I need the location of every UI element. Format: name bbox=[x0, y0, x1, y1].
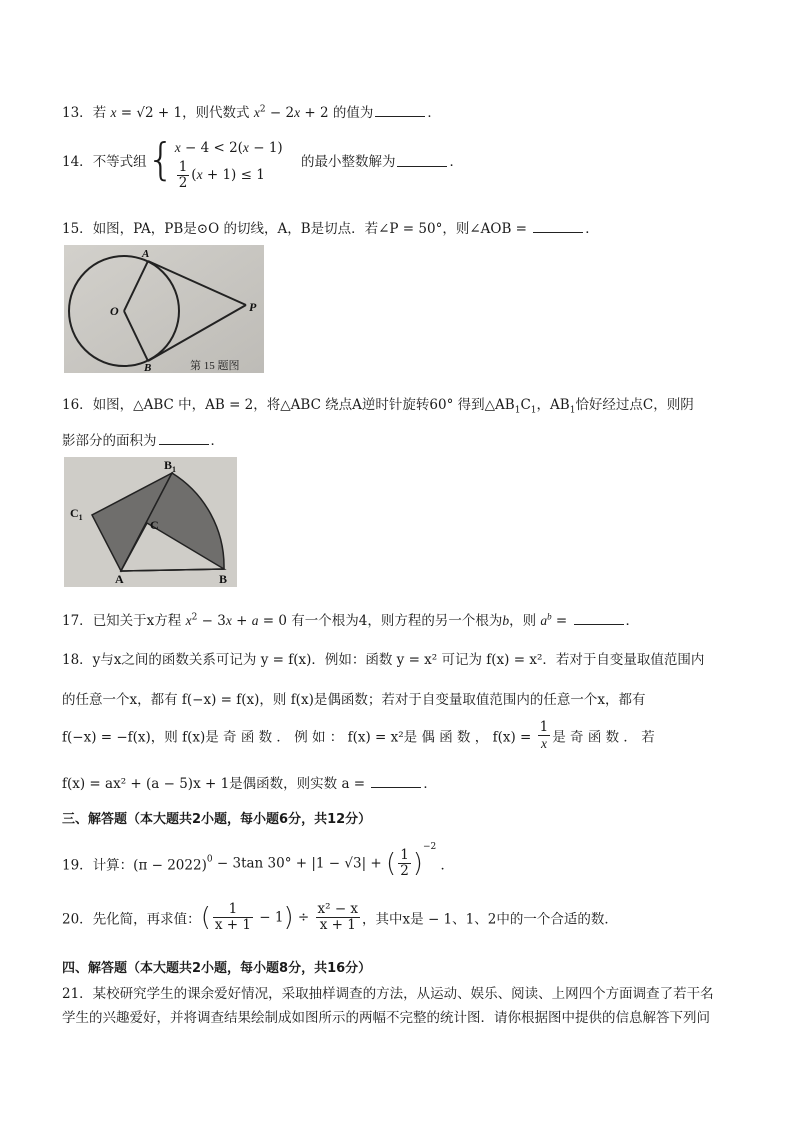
question-18-line3: f(−x) = −f(x)，则 f(x)是 奇 函 数 ． 例 如 ： f(x) = x²是 偶 函 数 ， f(x) = $\frac{1}{x}$ 是 奇 函 数 ． 若 bbox=[62, 719, 655, 751]
question-19: 19．计算：$(\pi - 2022)^0 - 3\tan$ 30° + |1 − √3| + ( $\frac{1}{2}$ )$^{-2}$ ． bbox=[62, 842, 455, 879]
answer-blank[interactable] bbox=[533, 220, 583, 233]
figure-16 bbox=[64, 457, 237, 587]
answer-blank[interactable] bbox=[371, 775, 421, 788]
circle-tangent-diagram bbox=[64, 245, 264, 373]
svg-text:A: A bbox=[142, 248, 150, 260]
svg-text:B1: $B_1$ bbox=[164, 458, 177, 474]
svg-text:C: C bbox=[150, 518, 159, 532]
inequality-2: $\frac{1}{2}$ (x + 1) ≤ 1 bbox=[178, 159, 265, 191]
question-14: 14．不等式组{ x − 4 < 2(x − 1) $\frac{1}{2}$ (x + 1) ≤ 1 的最小整数解为 ． bbox=[62, 134, 463, 191]
svg-text:B: B bbox=[144, 362, 152, 373]
section-3-heading: 三、解答题（本大题共2小题，每小题6分，共12分） bbox=[62, 812, 372, 827]
question-13: 13．若 x = √2 + 1，则代数式 $x^2 - 2x + 2$ 的值为 ． bbox=[62, 104, 441, 121]
svg-text:B: B bbox=[219, 572, 228, 586]
question-16-line2: 影部分的面积为 ． bbox=[62, 433, 224, 449]
answer-blank[interactable] bbox=[159, 432, 209, 445]
answer-blank[interactable] bbox=[375, 104, 425, 117]
svg-text:A: A bbox=[115, 572, 124, 586]
rotation-diagram bbox=[64, 457, 237, 587]
question-18-line4: f(x) = ax² + (a − 5)x + 1是偶函数，则实数 a = ． bbox=[62, 776, 437, 792]
figure-caption: 第 15 题图 bbox=[190, 360, 240, 372]
svg-text:O: O bbox=[110, 304, 119, 318]
svg-text:P: P bbox=[249, 300, 257, 314]
question-20: 20．先化简，再求值：( $\frac{1}{x + 1}$ − 1) ÷ $\frac{\text{x² − x}}{x + 1}$ ，其中x是 − 1、1、2中的一个合适的数． bbox=[62, 901, 618, 933]
section-4-heading: 四、解答题（本大题共2小题，每小题8分，共16分） bbox=[62, 961, 372, 976]
question-15: 15．如图，PA，PB是⊙O 的切线，A，B是切点．若∠P = 50°，则∠AOB = ． bbox=[62, 221, 599, 237]
svg-text:C1: $C_1$ bbox=[70, 506, 83, 522]
question-18-line2: 的任意一个x，都有 f(−x) = f(x)，则 f(x)是偶函数；若对于自变量取值范围内的任意一个x，都有 bbox=[62, 692, 646, 708]
question-16: 16．如图，△ABC 中，AB = 2，将△ABC 绕点A逆时针旋转60° 得到$\triangle AB_1C_1$，$AB_1$恰好经过点C，则阴 bbox=[62, 397, 694, 416]
question-17: 17．已知关于x方程 $x^2 - 3x + a = 0$ 有一个根为4，则方程的另一个根为b，则 $a^b$ = ． bbox=[62, 611, 640, 629]
question-21-line1: 21．某校研究学生的课余爱好情况，采取抽样调查的方法，从运动、娱乐、阅读、上网四个方面调查了若干名 bbox=[62, 986, 714, 1002]
figure-15 bbox=[64, 245, 264, 373]
system-brace: { bbox=[146, 134, 175, 185]
answer-blank[interactable] bbox=[574, 612, 624, 625]
inequality-system bbox=[174, 136, 283, 191]
answer-blank[interactable] bbox=[397, 154, 447, 167]
inequality-1: x − 4 < 2(x − 1) bbox=[174, 140, 283, 156]
question-21-line2: 学生的兴趣爱好，并将调查结果绘制成如图所示的两幅不完整的统计图．请你根据图中提供的信息解答下列问 bbox=[62, 1010, 710, 1026]
question-18-line1: 18．y与x之间的函数关系可记为 y = f(x)．例如：函数 y = x² 可记为 f(x) = x²．若对于自变量取值范围内 bbox=[62, 652, 705, 668]
